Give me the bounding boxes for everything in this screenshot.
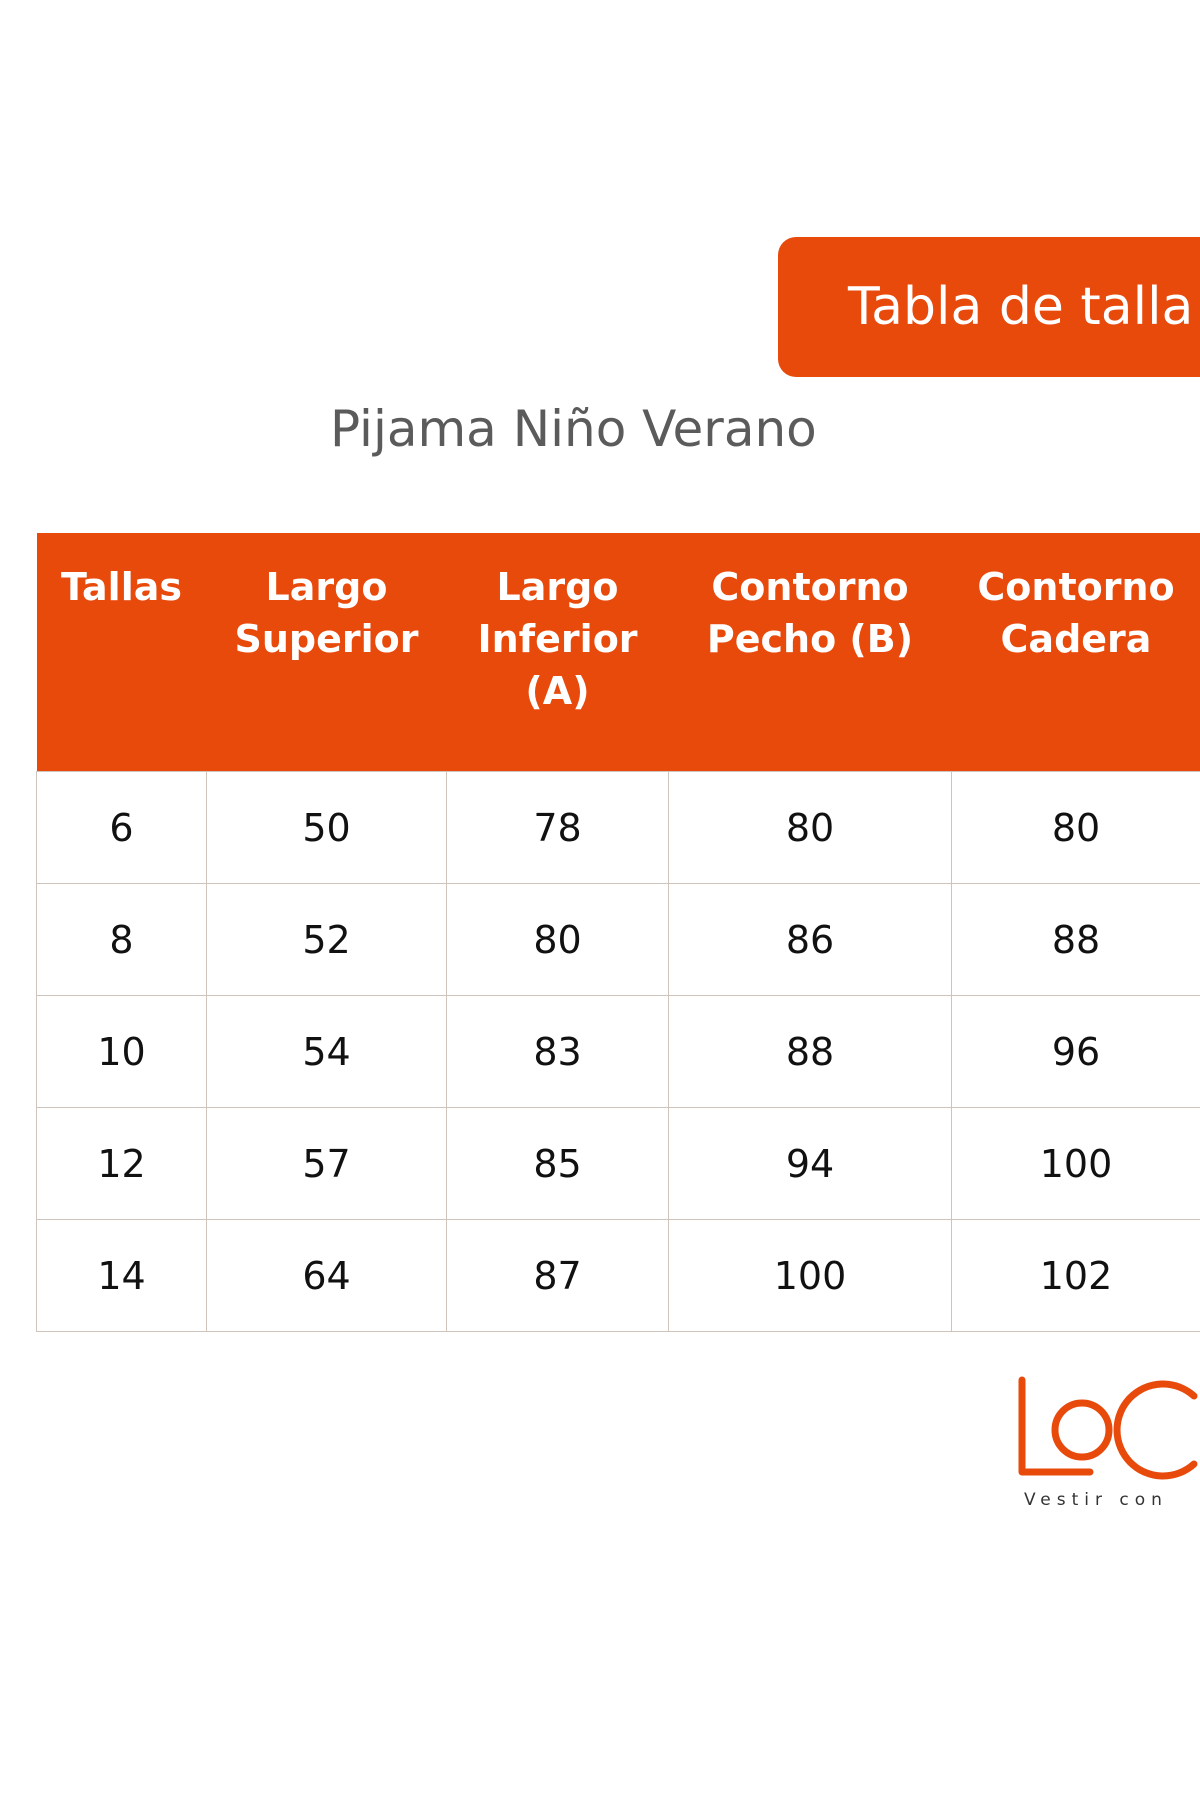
brand-logo-mark — [1018, 1376, 1200, 1486]
header-line: Superior — [234, 617, 419, 661]
table-cell: 100 — [952, 1108, 1200, 1220]
header-largo-inferior — [447, 533, 669, 772]
table-row — [37, 1220, 1200, 1332]
header-line: Pecho (B) — [706, 617, 914, 661]
table-cell: 12 — [37, 1108, 207, 1220]
table-cell: 10 — [37, 996, 207, 1108]
table-row — [37, 884, 1200, 996]
table-cell: 87 — [447, 1220, 669, 1332]
header-line: Largo — [496, 565, 619, 609]
table-cell: 8 — [37, 884, 207, 996]
table-cell: 52 — [207, 884, 447, 996]
table-cell: 64 — [207, 1220, 447, 1332]
brand-logo — [1018, 1376, 1200, 1486]
header-line: Tallas — [61, 565, 182, 609]
table-cell: 86 — [669, 884, 952, 996]
size-chart-banner — [778, 237, 1200, 377]
table-cell: 88 — [669, 996, 952, 1108]
brand-tagline: Vestir con — [1024, 1490, 1168, 1510]
table-cell: 14 — [37, 1220, 207, 1332]
header-line: Cadera — [1000, 617, 1152, 661]
table-cell: 96 — [952, 996, 1200, 1108]
header-largo-superior — [207, 533, 447, 772]
table-row — [37, 1108, 1200, 1220]
header-line: Largo — [265, 565, 388, 609]
table-cell: 94 — [669, 1108, 952, 1220]
table-cell: 78 — [447, 772, 669, 884]
header-contorno-cadera — [952, 533, 1200, 772]
table-cell: 6 — [37, 772, 207, 884]
table-cell: 102 — [952, 1220, 1200, 1332]
header-line: Contorno — [977, 565, 1175, 609]
table-header-row — [37, 533, 1200, 772]
table-cell: 83 — [447, 996, 669, 1108]
table-cell: 50 — [207, 772, 447, 884]
table-row — [37, 996, 1200, 1108]
product-subtitle: Pijama Niño Verano — [330, 400, 817, 458]
table-cell: 100 — [669, 1220, 952, 1332]
table-cell: 88 — [952, 884, 1200, 996]
table-cell: 57 — [207, 1108, 447, 1220]
banner-title: Tabla de talla — [848, 277, 1194, 337]
table-cell: 80 — [952, 772, 1200, 884]
table-row — [37, 772, 1200, 884]
table-cell: 85 — [447, 1108, 669, 1220]
header-line: Inferior — [477, 617, 638, 661]
header-line: (A) — [525, 669, 590, 713]
table-cell: 54 — [207, 996, 447, 1108]
header-tallas — [37, 533, 207, 772]
header-contorno-pecho — [669, 533, 952, 772]
table-cell: 80 — [669, 772, 952, 884]
table-cell: 80 — [447, 884, 669, 996]
size-table — [36, 533, 1200, 1332]
header-line: Contorno — [711, 565, 909, 609]
